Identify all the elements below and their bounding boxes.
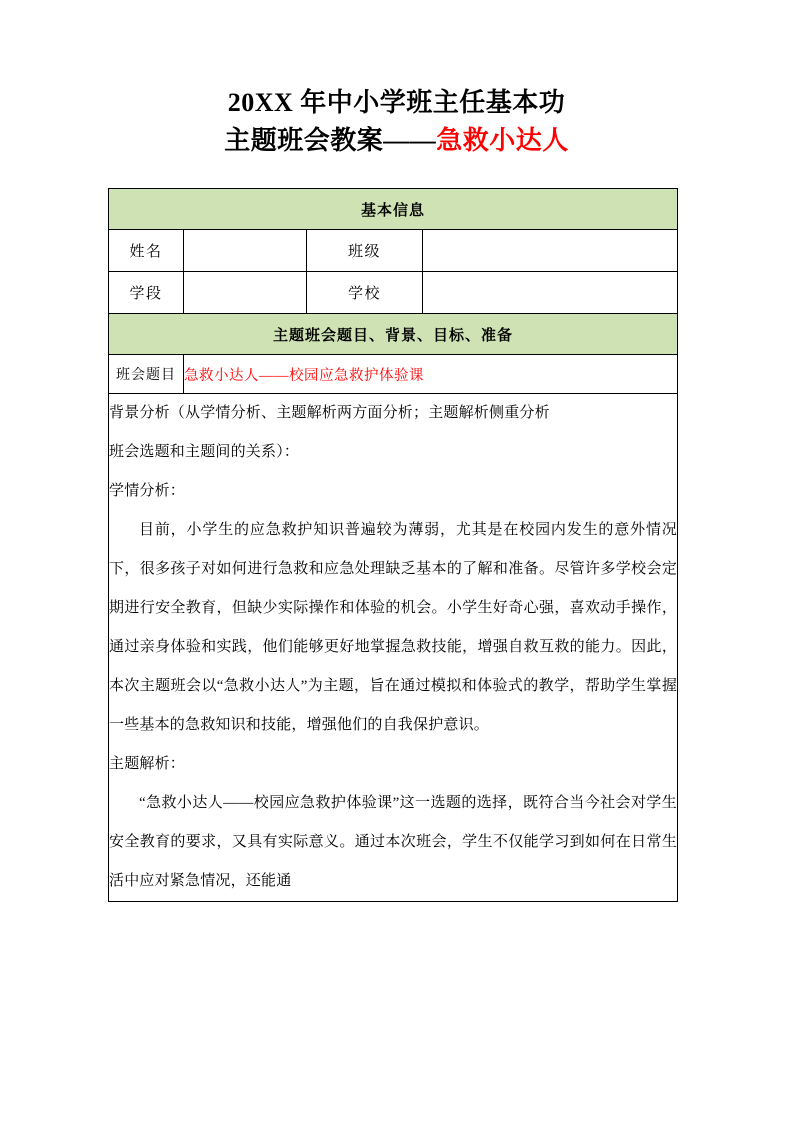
field-value-school[interactable]: [423, 272, 678, 314]
background-prompt-line-1: 背景分析（从学情分析、主题解析两方面分析；主题解析侧重分析: [109, 405, 550, 421]
table-row-name-class: [109, 230, 678, 272]
subheading-student-analysis: 学情分析：: [109, 483, 186, 499]
lesson-plan-table: [108, 188, 678, 902]
background-analysis-cell: [109, 394, 678, 902]
title-line-1: 20XX 年中小学班主任基本功: [227, 88, 566, 117]
title-line-2-accent: 急救小达人: [436, 126, 569, 155]
field-value-name[interactable]: [184, 230, 307, 272]
document-title: [0, 84, 793, 160]
table-row-background: [109, 394, 678, 902]
field-label-topic: 班会题目: [109, 355, 184, 394]
title-line-2: [0, 122, 793, 160]
field-label-stage: 学段: [109, 272, 184, 314]
field-label-school: 学校: [307, 272, 423, 314]
section-header-theme: 主题班会题目、背景、目标、准备: [109, 314, 678, 355]
table-row-topic: [109, 355, 678, 394]
title-line-2-prefix: 主题班会教案——: [224, 126, 437, 155]
field-label-name: 姓名: [109, 230, 184, 272]
field-label-class: 班级: [307, 230, 423, 272]
field-value-topic[interactable]: 急救小达人——校园应急救护体验课: [184, 355, 678, 394]
table-row-theme-header: [109, 314, 678, 355]
background-prompt-line-2: 班会选题和主题间的关系）：: [109, 444, 300, 460]
paragraph-theme-analysis: “急救小达人——校园应急救护体验课”这一选题的选择，既符合当今社会对学生安全教育的要求，又具有实际意义。通过本次班会，学生不仅能学习到如何在日常生活中应对紧急情况，还能通: [109, 795, 678, 889]
field-value-stage[interactable]: [184, 272, 307, 314]
field-value-class[interactable]: [423, 230, 678, 272]
table-row-basic-info-header: [109, 189, 678, 230]
table-row-stage-school: [109, 272, 678, 314]
section-header-basic-info: 基本信息: [109, 189, 678, 230]
paragraph-student-analysis: 目前，小学生的应急救护知识普遍较为薄弱，尤其是在校园内发生的意外情况下，很多孩子对如何进行急救和应急处理缺乏基本的了解和准备。尽管许多学校会定期进行安全教育，但缺少实际操作和体验的机会。小学生好奇心强，喜欢动手操作，通过亲身体验和实践，他们能够更好地掌握急救技能，增强自救互救的能力。因此，本次主题班会以“急救小达人”为主题，旨在通过模拟和体验式的教学，帮助学生掌握一些基本的急救知识和技能，增强他们的自我保护意识。: [109, 522, 678, 733]
subheading-theme-analysis: 主题解析：: [109, 756, 186, 772]
